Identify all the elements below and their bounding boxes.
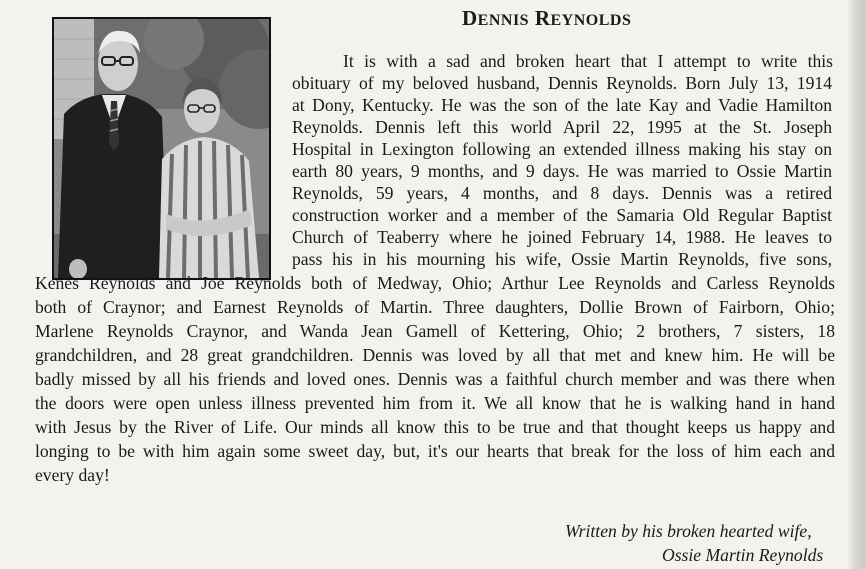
paragraph-line: It is with a sad and broken heart that I attempt to write this	[343, 51, 833, 71]
page-edge-shadow	[847, 0, 865, 569]
signature-line-1: Written by his broken hearted wife,	[565, 521, 812, 541]
paragraph-line: Reynolds, 59 years, 4 months, and 8 days. Dennis was a retired	[292, 183, 832, 203]
paragraph-line: earth 80 years, 9 months, and 9 days. He was married to Ossie Martin	[292, 161, 832, 181]
paragraph-line: pass his in his mourning his wife, Ossie Martin Reynolds, five sons,	[292, 249, 832, 269]
paragraph-line: Reynolds. Dennis left this world April 22, 1995 at the St. Joseph	[292, 117, 832, 137]
paragraph-line: Church of Teaberry where he joined February 14, 1988. He leaves to	[292, 227, 832, 247]
paragraph-line-last: every day!	[35, 465, 110, 485]
obituary-title: DENNIS REYNOLDS	[462, 6, 632, 30]
paragraph-line: longing to be with him again some sweet day, but, it's our hearts that break for the loss of him each and	[35, 441, 835, 461]
paragraph-line: Marlene Reynolds Craynor, and Wanda Jean Gamell of Kettering, Ohio; 2 brothers, 7 sisters, 18	[35, 321, 835, 341]
paragraph-line: Kenes Reynolds and Joe Reynolds both of Medway, Ohio; Arthur Lee Reynolds and Carless Reynolds	[35, 273, 835, 293]
paragraph-line: Hospital in Lexington following an extended illness making his stay on	[292, 139, 832, 159]
signature-line-2: Ossie Martin Reynolds	[662, 545, 824, 565]
paragraph-line: badly missed by all his friends and loved ones. Dennis was a faithful church member and was there when	[35, 369, 835, 389]
paragraph-line: with Jesus by the River of Life. Our minds all know this to be true and that thought keeps us happy and	[35, 417, 835, 437]
paragraph-line: construction worker and a member of the Samaria Old Regular Baptist	[292, 205, 832, 225]
paragraph-line: grandchildren, and 28 great grandchildren. Dennis was loved by all that met and knew him. He will be	[35, 345, 835, 365]
paragraph-line: at Dony, Kentucky. He was the son of the late Kay and Vadie Hamilton	[292, 95, 832, 115]
paragraph-line: the doors were open unless illness prevented him from it. We all know that he is walking hand in hand	[35, 393, 835, 413]
paragraph-line: both of Craynor; and Earnest Reynolds of Martin. Three daughters, Dollie Brown of Fairborn, Ohio;	[35, 297, 835, 317]
couple-photo	[52, 17, 271, 280]
paragraph-line: obituary of my beloved husband, Dennis Reynolds. Born July 13, 1914	[292, 73, 832, 93]
